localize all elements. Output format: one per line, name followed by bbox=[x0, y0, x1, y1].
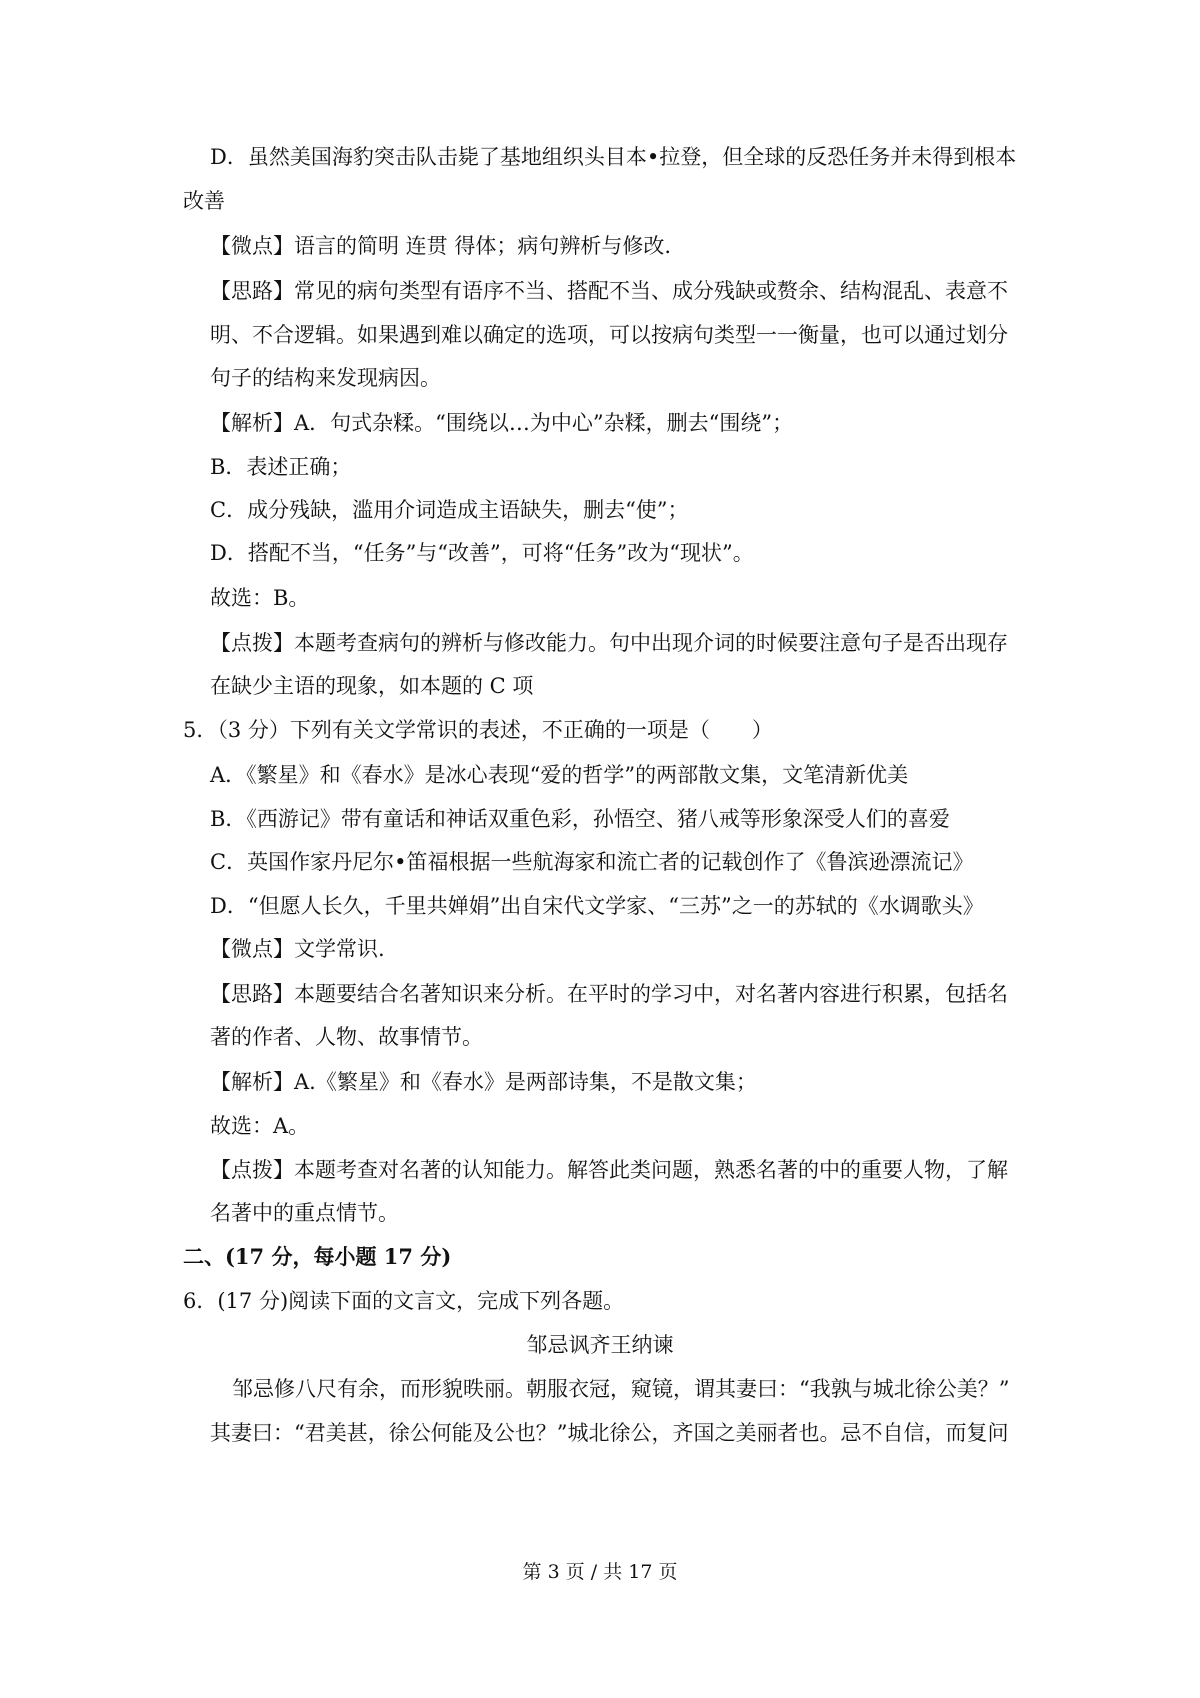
silu-5-line-1: 【思路】本题要结合名著知识来分析。在平时的学习中，对名著内容进行积累，包括名 bbox=[210, 982, 1008, 1006]
passage-line-2: 其妻曰：“君美甚，徐公何能及公也？”城北徐公，齐国之美丽者也。忌不自信，而复问 bbox=[210, 1421, 1009, 1445]
silu-4-line-1: 【思路】常见的病句类型有语序不当、搭配不当、成分残缺或赘余、结构混乱、表意不 bbox=[210, 279, 1008, 303]
dianbo-5-line-1: 【点拨】本题考查对名著的认知能力。解答此类问题，熟悉名著的中的重要人物，了解 bbox=[210, 1158, 1008, 1182]
passage-line-1: 邹忌修八尺有余，而形貌昳丽。朝服衣冠，窥镜，谓其妻曰：“我孰与城北徐公美？” bbox=[232, 1377, 1010, 1401]
question-5-option-c: C．英国作家丹尼尔•笛福根据一些航海家和流亡者的记载创作了《鲁滨逊漂流记》 bbox=[210, 850, 974, 874]
weidian-5: 【微点】文学常识. bbox=[210, 937, 385, 961]
answer-5: 故选：A。 bbox=[210, 1114, 310, 1138]
answer-4: 故选：B。 bbox=[210, 586, 310, 610]
section-2-heading: 二、(17 分，每小题 17 分) bbox=[183, 1244, 452, 1269]
dianbo-5-line-2: 名著中的重点情节。 bbox=[210, 1201, 399, 1225]
question-5-option-b: B．《西游记》带有童话和神话双重色彩，孙悟空、猪八戒等形象深受人们的喜爱 bbox=[210, 807, 950, 831]
jiexi-4-c: C．成分残缺，滥用介词造成主语缺失，删去“使”； bbox=[210, 498, 689, 522]
jiexi-5: 【解析】A.《繁星》和《春水》是两部诗集，不是散文集； bbox=[210, 1070, 757, 1094]
option-d-line-1: D．虽然美国海豹突击队击毙了基地组织头目本•拉登，但全球的反恐任务并未得到根本 bbox=[210, 145, 1017, 169]
passage-title: 邹忌讽齐王纳谏 bbox=[526, 1333, 674, 1357]
silu-5-line-2: 著的作者、人物、故事情节。 bbox=[210, 1025, 483, 1049]
question-5-option-a: A．《繁星》和《春水》是冰心表现“爱的哲学”的两部散文集，文笔清新优美 bbox=[210, 763, 909, 787]
jiexi-4-d: D．搭配不当，“任务”与“改善”，可将“任务”改为“现状”。 bbox=[210, 541, 754, 565]
silu-4-line-2: 明、不合逻辑。如果遇到难以确定的选项，可以按病句类型一一衡量，也可以通过划分 bbox=[210, 323, 1008, 347]
dianbo-4-line-1: 【点拨】本题考查病句的辨析与修改能力。句中出现介词的时候要注意句子是否出现存 bbox=[210, 631, 1008, 655]
silu-4-line-3: 句子的结构来发现病因。 bbox=[210, 366, 441, 390]
dianbo-4-line-2: 在缺少主语的现象，如本题的 C 项 bbox=[210, 674, 534, 698]
option-d-line-2: 改善 bbox=[183, 189, 225, 213]
jiexi-4-a: 【解析】A．句式杂糅。“围绕以…为中心”杂糅，删去“围绕”； bbox=[210, 411, 794, 435]
question-6: 6．(17 分)阅读下面的文言文，完成下列各题。 bbox=[183, 1289, 625, 1313]
question-5: 5．（3 分）下列有关文学常识的表述，不正确的一项是（ ） bbox=[183, 718, 773, 742]
weidian-4: 【微点】语言的简明 连贯 得体；病句辨析与修改. bbox=[210, 234, 672, 258]
question-5-option-d: D．“但愿人长久，千里共婵娟”出自宋代文学家、“三苏”之一的苏轼的《水调歌头》 bbox=[210, 894, 984, 918]
page-footer: 第 3 页 / 共 17 页 bbox=[522, 1561, 678, 1583]
jiexi-4-b: B．表述正确； bbox=[210, 455, 352, 479]
